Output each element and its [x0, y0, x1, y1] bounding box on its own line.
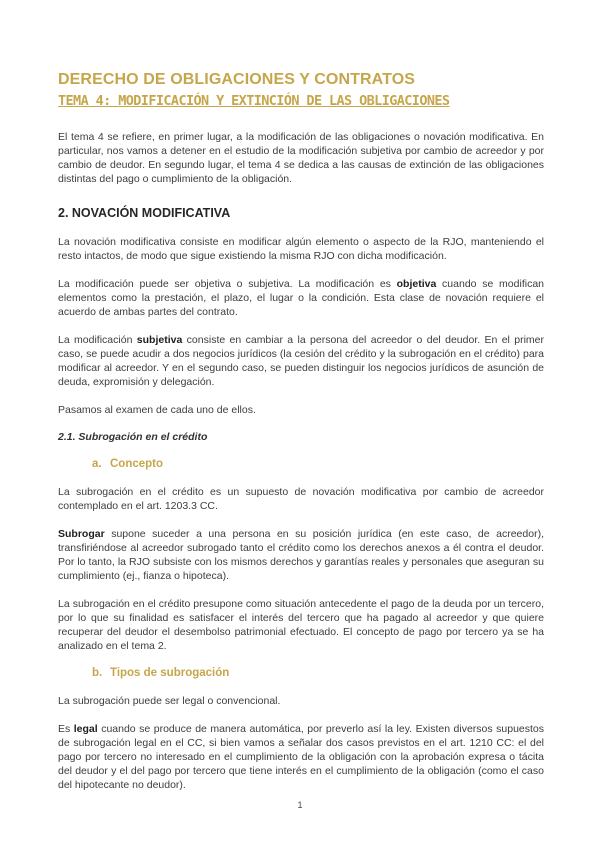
paragraph-objetiva — [58, 277, 544, 319]
paragraph-legal — [58, 722, 544, 792]
paragraph-novacion-definition: La novación modificativa consiste en modificar algún elemento o aspecto de la RJO, manteniendo el resto intactos, de modo que sigue existiendo la misma RJO con dicha modificación. — [58, 236, 544, 262]
paragraph-transition: Pasamos al examen de cada uno de ellos. — [58, 404, 256, 416]
subheading-number: a. — [92, 458, 102, 470]
paragraph-subrogar — [58, 527, 544, 583]
document-title: DERECHO DE OBLIGACIONES Y CONTRATOS — [58, 71, 416, 88]
intro-paragraph: El tema 4 se refiere, en primer lugar, a la modificación de las obligaciones o novación modificativa. En particular, nos vamos a detener en el estudio de la modificación subjetiva por cambio de acreedor y por cambio de deudor. En segundo lugar, el tema 4 se dedica a las causas de extinción de las obligaciones distintas del pago o cumplimiento de la obligación. — [58, 131, 544, 185]
text-run: La modificación puede ser objetiva o subjetiva. La modificación es — [58, 278, 397, 290]
bold-term-subrogar: Subrogar — [58, 528, 105, 540]
text-run: cuando se modifican elementos como la prestación, el plazo, el lugar o la condición. Esta clase de novación requiere el acuerdo de ambas partes del contrato. — [58, 278, 544, 318]
section-heading-novacion: 2. NOVACIÓN MODIFICATIVA — [58, 206, 231, 220]
bold-term-objetiva: objetiva — [396, 278, 437, 290]
page-number: 1 — [297, 800, 303, 810]
paragraph-concepto: La subrogación en el crédito es un supuesto de novación modificativa por cambio de acreedor contemplado en el art. 1203.3 CC. — [58, 486, 544, 512]
bold-term-subjetiva: subjetiva — [136, 334, 183, 346]
subheading-concepto — [92, 457, 544, 472]
subheading-number: b. — [92, 667, 103, 679]
text-run: supone suceder a una persona en su posición jurídica (en este caso, de acreedor), transfiriéndose al acreedor subrogado tanto el crédito como los derechos anexos a él contra el deudor. Por lo tanto, la RJO subsiste con los mismos derechos y garantías reales y personales que aseguran su cumplimiento (ej., fianza o hipoteca). — [58, 528, 544, 582]
topic-subtitle: TEMA 4: MODIFICACIÓN Y EXTINCIÓN DE LAS OBLIGACIONES — [58, 93, 450, 109]
text-run: cuando se produce de manera automática, por preverlo así la ley. Existen diversos supuestos de subrogación legal en el CC, si bien vamos a señalar dos casos previstos en el art. 1210 CC: el del pago por tercero no interesado en el cumplimiento de la obligación con la aprobación expresa o tácita del deudor y el del pago por tercero que tiene interés en el cumplimiento de la obligación (como el caso del hipotecante no deudor). — [58, 723, 544, 791]
text-run: consiste en cambiar a la persona del acreedor o del deudor. En el primer caso, se puede acudir a dos negocios jurídicos (la cesión del crédito y la subrogación en el crédito) para modificar al acreedor. Y en el segundo caso, se pueden distinguir los negocios jurídicos de asunción de deuda, expromisión y delegación. — [58, 334, 545, 388]
subheading-text: Concepto — [110, 458, 164, 470]
paragraph-tipos: La subrogación puede ser legal o convencional. — [58, 695, 281, 707]
page-content — [58, 70, 544, 792]
subheading-tipos — [92, 666, 544, 681]
text-run: La modificación — [58, 334, 137, 346]
bold-term-legal: legal — [73, 723, 98, 735]
paragraph-presupuesto: La subrogación en el crédito presupone como situación antecedente el pago de la deuda por un tercero, por lo que su finalidad es satisfacer el interés del tercero que ha pagado al acreedor y que quiere recuperar del deudor el desembolso patrimonial efectuado. El concepto de pago por tercero ya se ha analizado en el tema 2. — [58, 598, 544, 652]
paragraph-subjetiva — [58, 333, 544, 389]
subsection-heading-subrogacion: 2.1. Subrogación en el crédito — [58, 431, 208, 443]
text-run: Es — [58, 723, 74, 735]
subheading-text: Tipos de subrogación — [110, 667, 230, 679]
